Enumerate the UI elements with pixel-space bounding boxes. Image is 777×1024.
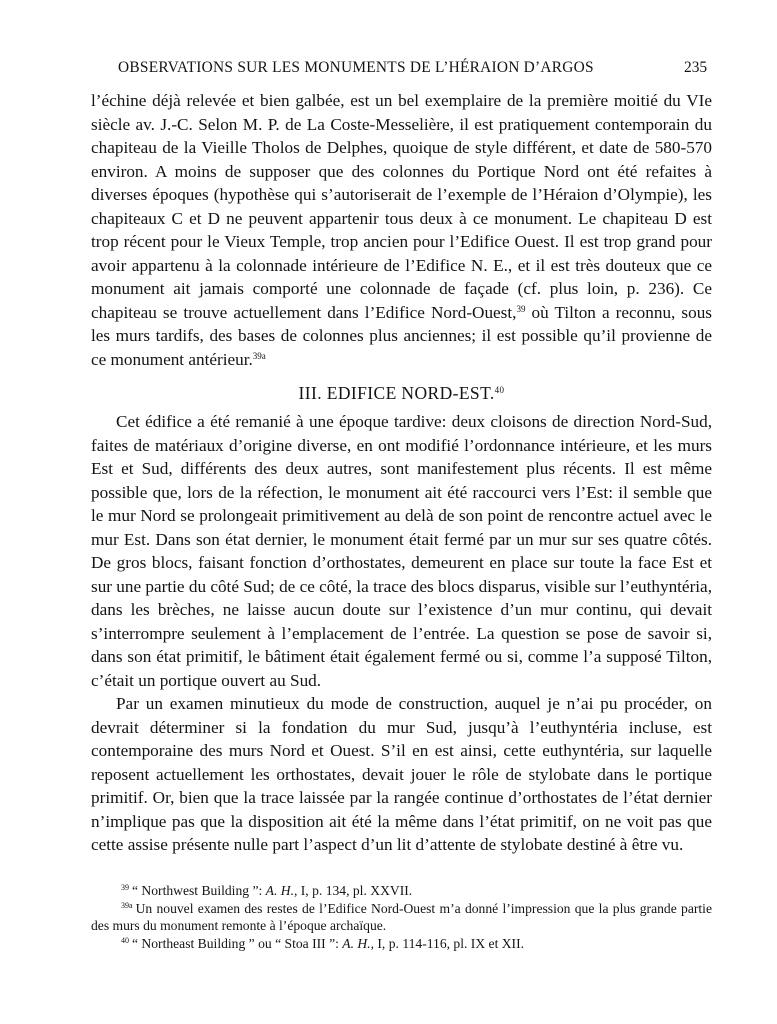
footnote-39 (91, 882, 712, 900)
paragraph-1 (91, 89, 712, 371)
footnote-text: “ Northeast Building ” ou “ Stoa III ”: (132, 935, 343, 951)
footnote-text: , I, p. 134, pl. XXVII. (293, 883, 413, 898)
footnote-text: Un nouvel examen des restes de l’Edifice Nord-Ouest m’a donné l’impression que la plus grande partie des murs du monument remonte à l’époque archaïque. (91, 900, 712, 933)
section-heading-text: III. EDIFICE NORD-EST. (298, 383, 495, 403)
footnote-ref-39[interactable]: 39 (516, 303, 526, 314)
footnote-ref-40[interactable]: 40 (494, 385, 505, 395)
footnote-mark: 39a (121, 900, 133, 910)
footnote-mark: 40 (121, 935, 129, 945)
running-title: OBSERVATIONS SUR LES MONUMENTS DE L’HÉRAION D’ARGOS (118, 59, 594, 76)
footnote-40 (91, 935, 712, 953)
paragraph-2: Cet édifice a été remanié à une époque tardive: deux cloisons de direction Nord-Sud, faites de matériaux d’origine diverse, en ont modifié l’ordonnance intérieure, et les murs Est et Sud, différents des deux autres, sont manifestement plus récents. Il est même possible que, lors de la réfection, le monument ait été raccourci vers l’Est: il semble que le mur Nord se prolongeait primitivement au delà de son point de rencontre actuel avec le mur Est. Dans son état dernier, le monument était fermé par un mur sur ses quatre côtés. De gros blocs, faisant fonction d’orthostates, demeurent en place sur toute la face Est et sur une partie du côté Sud; de ce côté, la trace des blocs disparus, visible sur l’euthyntéria, dans les brèches, ne laisse aucun doute sur l’existence d’un mur continu, qui devait s’interrompre seulement à l’emplacement de l’entrée. La question se pose de savoir si, dans son état primitif, le bâtiment était également fermé ou si, comme l’a supposé Tilton, c’était un portique ouvert au Sud. (91, 412, 712, 690)
section-heading (91, 382, 712, 404)
paragraph-1-text-a: l’échine déjà relevée et bien galbée, est un bel exemplaire de la première moitié du VIe siècle av. J.-C. Selon M. P. de La Coste-Messelière, il est pratiquement contemporain du chapiteau de la Vieille Tholos de Delphes, quoique de style différent, et date de 580-570 environ. A moins de supposer que des colonnes du Portique Nord ont été refaites à diverses époques (hypothèse qui s’autoriserait de l’exemple de l’Héraion d’Olympie), les chapiteaux C et D ne peuvent appartenir tous deux à ce monument. Le chapiteau D est trop récent pour le Vieux Temple, trop ancien pour l’Edifice Ouest. Il est trop grand pour avoir appartenu à la colonnade intérieure de l’Edifice N. E., et il est très douteux que ce monument ait jamais comporté une colonnade de façade (cf. plus loin, p. 236). Ce chapiteau se trouve actuellement dans l’Edifice Nord-Ouest, (91, 91, 712, 322)
paragraph-1-text-b: où Tilton a reconnu, sous les murs tardifs, des bases de colonnes plus anciennes; il est possible qu’il provienne de ce monument antérieur. (91, 302, 712, 369)
footnote-text: “ Northwest Building ”: (132, 883, 266, 898)
footnote-abbrev: A. H. (342, 935, 371, 951)
footnote-ref-39a[interactable]: 39a (252, 350, 266, 361)
footnote-abbrev: A. H. (265, 883, 294, 898)
footnotes (91, 882, 712, 952)
footnote-mark: 39 (121, 883, 129, 892)
page-number: 235 (684, 59, 708, 76)
footnote-text: , I, p. 114-116, pl. IX et XII. (370, 935, 525, 951)
paragraph-3: Par un examen minutieux du mode de construction, auquel je n’ai pu procéder, on devrait déterminer si la fondation du mur Sud, jusqu’à l’euthyntéria incluse, est contemporaine des murs Nord et Ouest. S’il en est ainsi, cette euthyntéria, sur laquelle reposent actuellement les orthostates, devait jouer le rôle de stylobate dans le portique primitif. Or, bien que la trace laissée par la rangée continue d’orthostates de l’état dernier n’implique pas que la disposition ait été la même dans l’état primitif, on ne voit pas que cette assise présente nulle part l’aspect d’un lit d’attente de stylobate destiné à être vu. (91, 694, 712, 854)
footnote-39a (91, 900, 712, 935)
